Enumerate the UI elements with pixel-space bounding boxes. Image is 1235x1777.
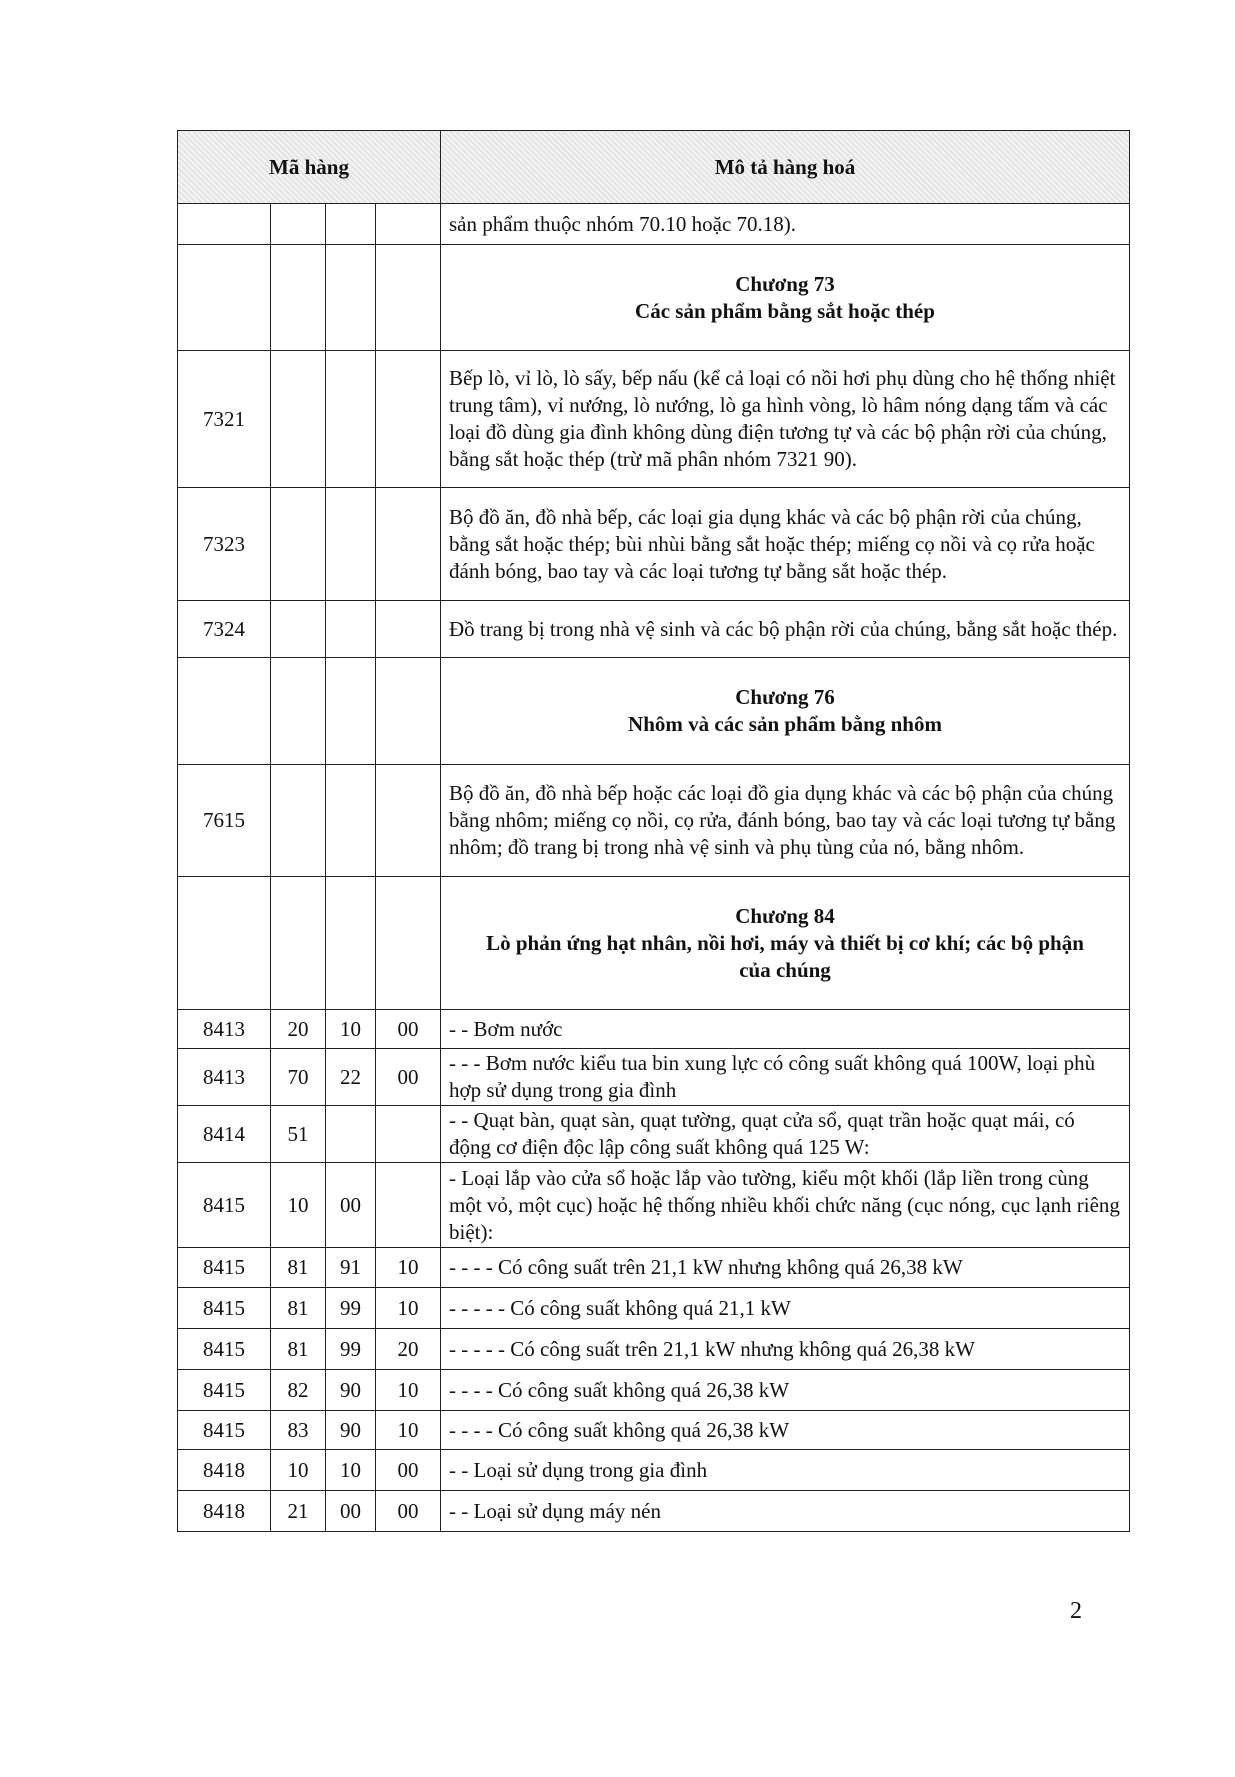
code-cell-c4 xyxy=(376,488,441,601)
table-row xyxy=(178,1370,1130,1411)
code-cell-c4: 00 xyxy=(376,1491,441,1532)
table-row xyxy=(178,488,1130,601)
code-cell-c1: 8418 xyxy=(178,1491,271,1532)
code-cell-c2 xyxy=(271,765,326,877)
code-cell-c2 xyxy=(271,877,326,1010)
chapter-row xyxy=(178,658,1130,765)
code-cell-c3 xyxy=(326,877,376,1010)
code-cell-c1: 7324 xyxy=(178,601,271,658)
code-cell-c4: 00 xyxy=(376,1450,441,1491)
chapter-row xyxy=(178,877,1130,1010)
description-cell: - - - - Có công suất trên 21,1 kW nhưng không quá 26,38 kW xyxy=(441,1248,1130,1288)
code-cell-c4 xyxy=(376,877,441,1010)
code-cell-c2: 51 xyxy=(271,1106,326,1163)
code-cell-c1: 8414 xyxy=(178,1106,271,1163)
chapter-subtitle: Các sản phẩm bằng sắt hoặc thép xyxy=(635,298,935,323)
code-cell-c3: 10 xyxy=(326,1450,376,1491)
table-header xyxy=(178,131,1130,204)
code-cell-c4: 10 xyxy=(376,1288,441,1329)
code-cell-c2: 81 xyxy=(271,1288,326,1329)
table-row xyxy=(178,1010,1130,1049)
code-cell-c3 xyxy=(326,204,376,245)
code-cell-c3: 00 xyxy=(326,1163,376,1248)
description-cell: - - Quạt bàn, quạt sàn, quạt tường, quạt cửa sổ, quạt trần hoặc quạt mái, có động cơ điện độc lập công suất không quá 125 W: xyxy=(441,1106,1130,1163)
code-cell-c2 xyxy=(271,601,326,658)
code-cell-c3 xyxy=(326,351,376,488)
table-row xyxy=(178,1106,1130,1163)
table-row xyxy=(178,1049,1130,1106)
table-row xyxy=(178,351,1130,488)
chapter-heading xyxy=(441,245,1130,351)
table-row xyxy=(178,1411,1130,1450)
code-cell-c4 xyxy=(376,1163,441,1248)
code-cell-c1 xyxy=(178,204,271,245)
description-cell: Bếp lò, vỉ lò, lò sấy, bếp nấu (kể cả loại có nồi hơi phụ dùng cho hệ thống nhiệt trung tâm), vỉ nướng, lò nướng, lò ga hình vòng, lò hâm nóng dạng tấm và các loại đồ dùng gia đình không dùng điện tương tự và các bộ phận rời của chúng, bằng sắt hoặc thép (trừ mã phân nhóm 7321 90). xyxy=(441,351,1130,488)
code-cell-c2: 10 xyxy=(271,1450,326,1491)
table-row xyxy=(178,1329,1130,1370)
description-cell: Bộ đồ ăn, đồ nhà bếp, các loại gia dụng khác và các bộ phận rời của chúng, bằng sắt hoặc thép; bùi nhùi bằng sắt hoặc thép; miếng cọ nồi và cọ rửa hoặc đánh bóng, bao tay và các loại tương tự bằng sắt hoặc thép. xyxy=(441,488,1130,601)
description-cell: - - Loại sử dụng trong gia đình xyxy=(441,1450,1130,1491)
code-cell-c3: 00 xyxy=(326,1491,376,1532)
chapter-heading xyxy=(441,877,1130,1010)
chapter-row xyxy=(178,245,1130,351)
code-cell-c3 xyxy=(326,1106,376,1163)
code-cell-c2: 20 xyxy=(271,1010,326,1049)
description-cell: Bộ đồ ăn, đồ nhà bếp hoặc các loại đồ gia dụng khác và các bộ phận của chúng bằng nhôm; miếng cọ nồi, cọ rửa, đánh bóng, bao tay và các loại tương tự bằng nhôm; đồ trang bị trong nhà vệ sinh và phụ tùng của nó, bằng nhôm. xyxy=(441,765,1130,877)
code-cell-c3: 90 xyxy=(326,1370,376,1411)
description-cell: - - Bơm nước xyxy=(441,1010,1130,1049)
code-cell-c4: 10 xyxy=(376,1370,441,1411)
description-cell: - - - - - Có công suất không quá 21,1 kW xyxy=(441,1288,1130,1329)
code-cell-c4: 10 xyxy=(376,1248,441,1288)
code-cell-c1: 8418 xyxy=(178,1450,271,1491)
header-description: Mô tả hàng hoá xyxy=(441,131,1130,204)
code-cell-c2: 83 xyxy=(271,1411,326,1450)
code-cell-c4 xyxy=(376,1106,441,1163)
chapter-subtitle: Nhôm và các sản phẩm bằng nhôm xyxy=(628,712,942,736)
chapter-title: Chương 76 xyxy=(735,685,835,709)
chapter-heading xyxy=(441,658,1130,765)
code-cell-c1: 8413 xyxy=(178,1049,271,1106)
code-cell-c4 xyxy=(376,601,441,658)
description-cell: - - - - - Có công suất trên 21,1 kW nhưng không quá 26,38 kW xyxy=(441,1329,1130,1370)
code-cell-c2: 82 xyxy=(271,1370,326,1411)
table-row xyxy=(178,1163,1130,1248)
code-cell-c1 xyxy=(178,658,271,765)
code-cell-c1 xyxy=(178,877,271,1010)
description-cell: - - Loại sử dụng máy nén xyxy=(441,1491,1130,1532)
code-cell-c2: 70 xyxy=(271,1049,326,1106)
code-cell-c4 xyxy=(376,765,441,877)
code-cell-c3: 91 xyxy=(326,1248,376,1288)
table-row xyxy=(178,765,1130,877)
table-row xyxy=(178,1248,1130,1288)
description-cell: - - - - Có công suất không quá 26,38 kW xyxy=(441,1411,1130,1450)
chapter-subtitle: Lò phản ứng hạt nhân, nồi hơi, máy và thiết bị cơ khí; các bộ phận của chúng xyxy=(486,930,1084,982)
code-cell-c2 xyxy=(271,351,326,488)
code-cell-c1: 8415 xyxy=(178,1248,271,1288)
code-cell-c3: 99 xyxy=(326,1329,376,1370)
header-code: Mã hàng xyxy=(178,131,441,204)
code-cell-c1: 7323 xyxy=(178,488,271,601)
table-row xyxy=(178,1491,1130,1532)
code-cell-c1 xyxy=(178,245,271,351)
code-cell-c1: 8415 xyxy=(178,1329,271,1370)
page-number: 2 xyxy=(1070,1598,1082,1624)
code-cell-c2: 81 xyxy=(271,1248,326,1288)
code-cell-c2: 10 xyxy=(271,1163,326,1248)
code-cell-c1: 7615 xyxy=(178,765,271,877)
code-cell-c2 xyxy=(271,658,326,765)
code-cell-c3: 99 xyxy=(326,1288,376,1329)
chapter-title: Chương 73 xyxy=(735,271,835,296)
code-cell-c4 xyxy=(376,245,441,351)
code-cell-c3: 90 xyxy=(326,1411,376,1450)
code-cell-c2 xyxy=(271,488,326,601)
code-cell-c4: 20 xyxy=(376,1329,441,1370)
description-cell: Đồ trang bị trong nhà vệ sinh và các bộ phận rời của chúng, bằng sắt hoặc thép. xyxy=(441,601,1130,658)
code-cell-c1: 7321 xyxy=(178,351,271,488)
code-cell-c3 xyxy=(326,765,376,877)
code-cell-c3 xyxy=(326,245,376,351)
code-cell-c3: 10 xyxy=(326,1010,376,1049)
code-cell-c3: 22 xyxy=(326,1049,376,1106)
code-cell-c1: 8413 xyxy=(178,1010,271,1049)
table-row xyxy=(178,1450,1130,1491)
code-cell-c1: 8415 xyxy=(178,1163,271,1248)
code-cell-c3 xyxy=(326,601,376,658)
description-cell: - - - - Có công suất không quá 26,38 kW xyxy=(441,1370,1130,1411)
table-row xyxy=(178,204,1130,245)
code-cell-c4 xyxy=(376,204,441,245)
table-row xyxy=(178,1288,1130,1329)
code-cell-c2 xyxy=(271,245,326,351)
code-cell-c4 xyxy=(376,658,441,765)
code-cell-c2: 81 xyxy=(271,1329,326,1370)
code-cell-c1: 8415 xyxy=(178,1288,271,1329)
description-cell: sản phẩm thuộc nhóm 70.10 hoặc 70.18). xyxy=(441,204,1130,245)
tariff-table xyxy=(177,130,1130,1532)
description-cell: - - - Bơm nước kiểu tua bin xung lực có công suất không quá 100W, loại phù hợp sử dụng trong gia đình xyxy=(441,1049,1130,1106)
code-cell-c3 xyxy=(326,488,376,601)
code-cell-c1: 8415 xyxy=(178,1370,271,1411)
code-cell-c2 xyxy=(271,204,326,245)
code-cell-c4 xyxy=(376,351,441,488)
code-cell-c4: 00 xyxy=(376,1049,441,1106)
code-cell-c4: 00 xyxy=(376,1010,441,1049)
table-row xyxy=(178,601,1130,658)
code-cell-c1: 8415 xyxy=(178,1411,271,1450)
code-cell-c4: 10 xyxy=(376,1411,441,1450)
code-cell-c2: 21 xyxy=(271,1491,326,1532)
code-cell-c3 xyxy=(326,658,376,765)
chapter-title: Chương 84 xyxy=(735,903,835,928)
description-cell: - Loại lắp vào cửa sổ hoặc lắp vào tường, kiểu một khối (lắp liền trong cùng một vỏ, một cục) hoặc hệ thống nhiều khối chức năng (cục nóng, cục lạnh riêng biệt): xyxy=(441,1163,1130,1248)
